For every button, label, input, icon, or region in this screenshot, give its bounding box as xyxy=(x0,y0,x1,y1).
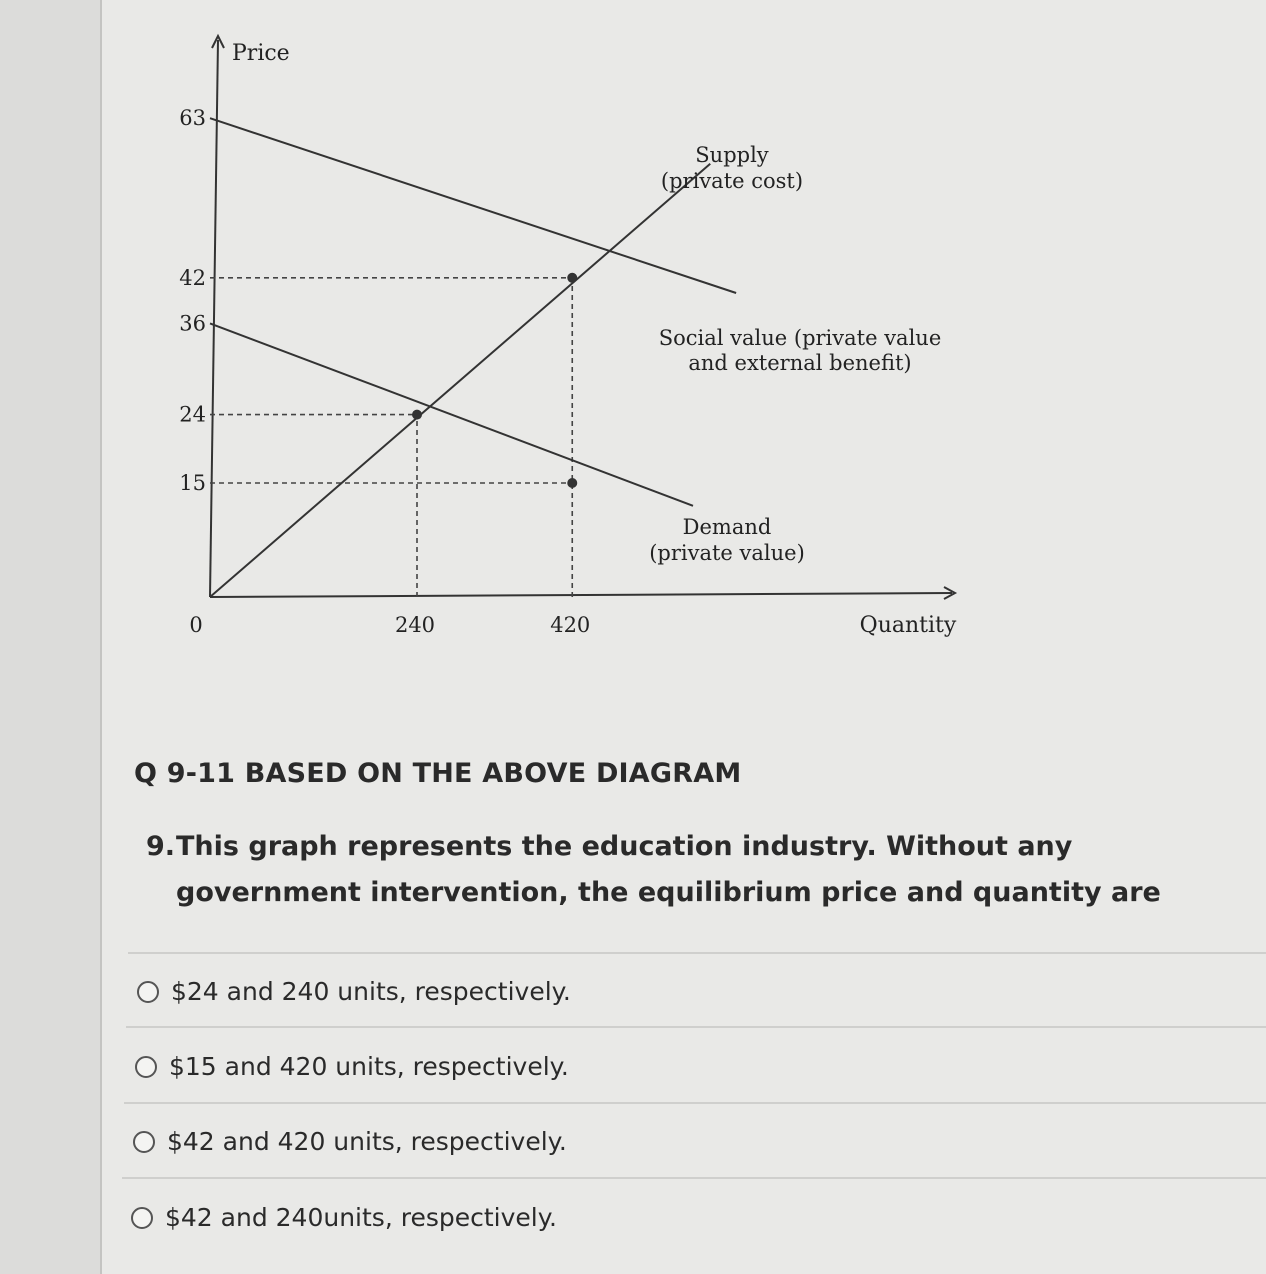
y-axis xyxy=(210,40,218,597)
option-label: $24 and 240 units, respectively. xyxy=(171,977,571,1006)
option-label: $15 and 420 units, respectively. xyxy=(169,1052,569,1081)
radio-button[interactable] xyxy=(135,1056,157,1078)
y-tick-label: 42 xyxy=(179,265,206,290)
x-axis-label: Quantity xyxy=(859,613,957,638)
radio-button[interactable] xyxy=(133,1131,155,1153)
supply-label: (private cost) xyxy=(660,169,804,193)
y-tick-label: 36 xyxy=(179,311,206,336)
x-tick-label: 420 xyxy=(550,613,591,637)
divider xyxy=(124,1102,1266,1104)
social-value-label: and external benefit) xyxy=(688,351,912,375)
intersection-point xyxy=(567,478,577,488)
social-value-line xyxy=(210,118,736,293)
x-tick-label: 0 xyxy=(189,613,203,637)
y-tick-label: 63 xyxy=(179,106,206,131)
question-text: This graph represents the education industry. Without any government intervention, the equilibrium price and quantity are xyxy=(176,831,1161,908)
radio-button[interactable] xyxy=(137,981,159,1003)
intersection-point xyxy=(412,410,422,420)
social-value-label: Social value (private value xyxy=(658,326,942,350)
y-axis-label: Price xyxy=(232,41,290,66)
intersection-point xyxy=(567,273,577,283)
option-label: $42 and 420 units, respectively. xyxy=(167,1127,567,1156)
radio-button[interactable] xyxy=(131,1207,153,1229)
y-tick-label: 15 xyxy=(179,471,206,495)
y-tick-label: 24 xyxy=(179,402,206,427)
option-label: $42 and 240units, respectively. xyxy=(165,1203,557,1232)
demand-label: (private value) xyxy=(649,541,805,565)
answer-option-4[interactable] xyxy=(131,1203,557,1232)
section-heading: Q 9-11 BASED ON THE ABOVE DIAGRAM xyxy=(134,758,742,789)
supply-label: Supply xyxy=(695,143,769,167)
answer-option-3[interactable] xyxy=(133,1127,567,1156)
supply-demand-chart xyxy=(0,0,1000,700)
answer-option-2[interactable] xyxy=(135,1052,569,1081)
supply-line xyxy=(210,164,710,597)
x-tick-label: 240 xyxy=(394,613,436,637)
divider xyxy=(128,952,1266,954)
demand-label: Demand xyxy=(682,515,772,539)
divider xyxy=(126,1026,1266,1028)
divider xyxy=(122,1177,1266,1179)
x-axis xyxy=(210,593,952,597)
question-number: 9. xyxy=(146,831,176,862)
answer-option-1[interactable] xyxy=(137,977,571,1006)
